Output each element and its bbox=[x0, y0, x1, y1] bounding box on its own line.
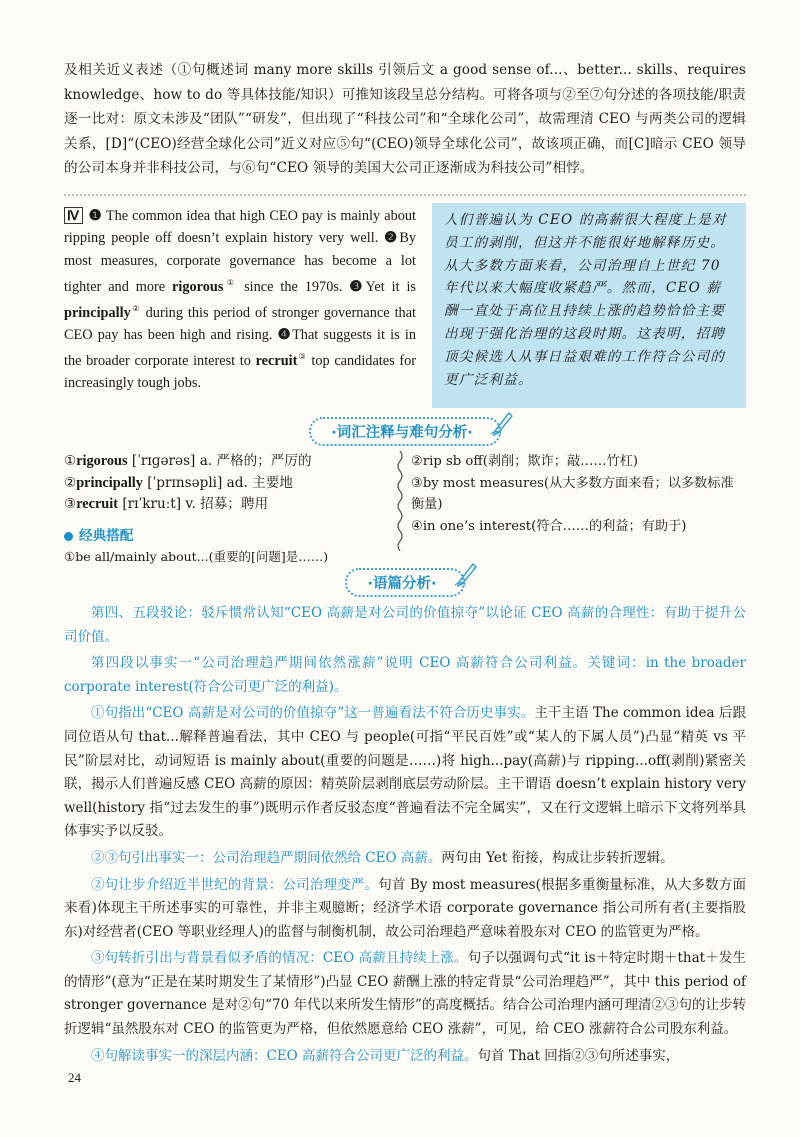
analysis-para-4 bbox=[64, 847, 746, 871]
analysis-body: 句子以强调句式“it is＋特定时期＋that＋发生的情形”(意为“正是在某时期发生了某情形”)凸显 CEO 薪酬上涨的特定背景“公司治理趋严”，其中 this period of stronger governance 是对②句“70 年代以来所发生情形”的高度概括。结合公司治理内涵可理清②③句的让步转折逻辑“虽然股东对 CEO 的监管更为严格，但依然愿意给 CEO 涨薪”，可见，给 CEO 涨薪符合公司股东利益。 bbox=[64, 950, 747, 1038]
analysis-body: 句首 That 回指②③句所述事实， bbox=[477, 1047, 680, 1064]
sentence-2a: By most measures, corporate governance has become a lot tighter and more bbox=[64, 230, 416, 295]
keyword-rigorous: rigorous bbox=[172, 278, 224, 295]
vocab-item bbox=[64, 494, 389, 516]
discourse-analysis bbox=[64, 602, 746, 1068]
passage-english bbox=[64, 203, 416, 408]
vocab-notes bbox=[64, 451, 746, 565]
vocab-number: ③ bbox=[64, 496, 77, 513]
analysis-lead: ②句让步介绍近半世纪的背景：公司治理变严。 bbox=[91, 876, 379, 893]
sentence-number: ❶ bbox=[88, 207, 102, 224]
analysis-para-5 bbox=[64, 874, 746, 945]
wavy-divider bbox=[389, 451, 411, 559]
phrase-list bbox=[411, 451, 746, 559]
intro-paragraph bbox=[64, 58, 746, 181]
sentence-number: ❹ bbox=[277, 326, 293, 343]
sentence-4a: That suggests it is in the broader corporate interest to bbox=[64, 326, 416, 370]
vocab-phonetic: [ˈrɪɡərəs] bbox=[131, 452, 196, 469]
analysis-lead: ②③句引出事实一：公司治理趋严期间依然给 CEO 高薪。 bbox=[91, 849, 442, 866]
vocab-list bbox=[64, 451, 389, 565]
vocab-number: ② bbox=[64, 474, 77, 491]
pen-icon bbox=[451, 558, 481, 588]
collocation-heading bbox=[64, 526, 389, 548]
analysis-para-7 bbox=[64, 1045, 746, 1069]
analysis-body: 句首 By most measures(根据多重衡量标准，从大多数方面来看)体现主干所述事实的可靠性，并非主观臆断；经济学术语 corporate governance 指公司所有者(主要指股东)对经营者(CEO 等职业经理人)的监督与制衡机制，故公司治理趋严意味着股东对 CEO 的监管更为严格。 bbox=[64, 876, 746, 940]
phrase-item: ④in one’s interest(符合……的利益；有助于) bbox=[411, 518, 687, 534]
analysis-para-6 bbox=[64, 947, 746, 1041]
vocab-word: recruit bbox=[76, 496, 118, 513]
paragraph-roman-numeral: Ⅳ bbox=[64, 207, 83, 224]
keyword-recruit: recruit bbox=[255, 353, 298, 370]
sentence-3b: during this period of stronger governance that CEO pay has been high and rising. bbox=[64, 304, 417, 343]
phrase-item: ③by most measures(从大多数方面来看；以多数标准衡量) bbox=[411, 475, 734, 513]
analysis-section-title-text: ·语篇分析· bbox=[367, 575, 437, 592]
divider bbox=[64, 194, 746, 196]
analysis-lead: ③句转折引出与背景看似矛盾的情况：CEO 高薪且持续上涨。 bbox=[91, 950, 468, 967]
vocab-definition: a. 严格的；严厉的 bbox=[199, 452, 312, 469]
passage-block bbox=[64, 203, 746, 408]
vocab-number: ① bbox=[64, 452, 77, 469]
analysis-lead: ④句解读事实一的深层内涵：CEO 高薪符合公司更广泛的利益。 bbox=[91, 1047, 478, 1064]
sentence-4b: top candidates for increasingly tough jobs. bbox=[64, 353, 416, 392]
keyword-principally: principally bbox=[64, 304, 131, 321]
analysis-para-2: 第四段以事实一“公司治理趋严期间依然涨薪”说明 CEO 高薪符合公司利益。关键词：in the broader corporate interest(符合公司更广泛的利益)。 bbox=[64, 655, 746, 695]
analysis-para-3 bbox=[64, 702, 746, 844]
analysis-section-header bbox=[64, 568, 746, 597]
vocab-phonetic: [ˈprɪnsəpli] bbox=[147, 474, 223, 491]
analysis-body: 两句由 Yet 衔接，构成让步转折逻辑。 bbox=[441, 849, 674, 866]
footnote-mark: ② bbox=[130, 303, 141, 313]
sentence-number: ❷ bbox=[384, 230, 400, 247]
sentence-2b: since the 1970s. bbox=[237, 278, 350, 295]
vocab-phonetic: [rɪˈkruːt] bbox=[122, 496, 182, 513]
analysis-body: 主干主语 The common idea 后跟同位语从句 that...解释普遍看法，其中 CEO 与 people(可指“平民百姓”或“某人的下属人员”)凸显“精英 vs 平民”阶层对比，动词短语 is mainly about(重要的问题是……)将 high...pay(高薪)与 ripping...off(剥削)紧密关联，揭示人们普遍反感 CEO 高薪的原因：精英阶层剥削底层劳动阶层。主干谓语 doesn’t explain history very well(history 指“过去发生的事”)既明示作者反驳态度“普遍看法不完全属实”，又在行文逻辑上暗示下文将列举具体事实予以反驳。 bbox=[64, 705, 746, 840]
collocation-item: ①be all/mainly about...(重要的[问题]是……) bbox=[64, 549, 329, 565]
page bbox=[64, 58, 746, 1071]
collocation-heading-text: 经典搭配 bbox=[79, 527, 134, 544]
intro-text: 及相关近义表述（①句概述词 many more skills 引领后文 a good sense of...、better... skills、requires knowledge、how to do 等具体技能/知识）可推知该段呈总分结构。可将各项与②至⑦句分述的各项技能/职责逐一比对：原文未涉及“团队”“研发”，但出现了“科技公司”和“全球化公司”，故需理清 CEO 与两类公司的逻辑关系，[D]“(CEO)经营全球化公司”近义对应⑤句“(CEO)领导全球化公司”，故该项正确，而[C]暗示 CEO 领导的公司本身并非科技公司，与⑥句“CEO 领导的美国大公司正逐渐成为科技公司”相悖。 bbox=[64, 62, 746, 177]
vocab-word: rigorous bbox=[76, 452, 128, 469]
vocab-word: principally bbox=[76, 474, 143, 491]
wavy-line-icon bbox=[395, 451, 405, 551]
vocab-item bbox=[64, 473, 389, 495]
vocab-section-title bbox=[309, 417, 501, 446]
vocab-item bbox=[64, 451, 389, 473]
footnote-mark: ① bbox=[223, 277, 238, 287]
phrase-item: ②rip sb off(剥削；欺诈；敲……竹杠) bbox=[411, 453, 639, 469]
analysis-lead: ①句指出“CEO 高薪是对公司的价值掠夺”这一普遍看法不符合历史事实。 bbox=[91, 705, 535, 722]
vocab-section-title-text: ·词汇注释与难句分析· bbox=[331, 424, 473, 441]
bullet-icon bbox=[64, 532, 73, 541]
vocab-definition: ad. 主要地 bbox=[226, 474, 293, 491]
page-number: 24 bbox=[68, 1070, 81, 1085]
vocab-section-header bbox=[64, 417, 746, 446]
sentence-3a: Yet it is bbox=[365, 278, 416, 295]
footnote-mark: ③ bbox=[297, 352, 307, 362]
sentence-number: ❸ bbox=[349, 278, 366, 295]
passage-translation: 人们普遍认为 CEO 的高薪很大程度上是对员工的剥削，但这并不能很好地解释历史。从大多数方面来看，公司治理自上世纪 70 年代以来大幅度收紧趋严。然而，CEO 薪酬一直处于高位且持续上涨的趋势恰恰主要出现于强化治理的这段时期。这表明，招聘顶尖候选人从事日益艰难的工作符合公司的更广泛利益。 bbox=[432, 203, 746, 408]
vocab-definition: v. 招募；聘用 bbox=[185, 496, 269, 513]
analysis-para-1: 第四、五段驳论：驳斥惯常认知“CEO 高薪是对公司的价值掠夺”以论证 CEO 高薪的合理性：有助于提升公司价值。 bbox=[64, 604, 746, 645]
pen-icon bbox=[487, 407, 517, 437]
sentence-1: The common idea that high CEO pay is mainly about ripping people off doesn’t explain history very well. bbox=[64, 207, 416, 247]
analysis-section-title bbox=[345, 568, 464, 597]
